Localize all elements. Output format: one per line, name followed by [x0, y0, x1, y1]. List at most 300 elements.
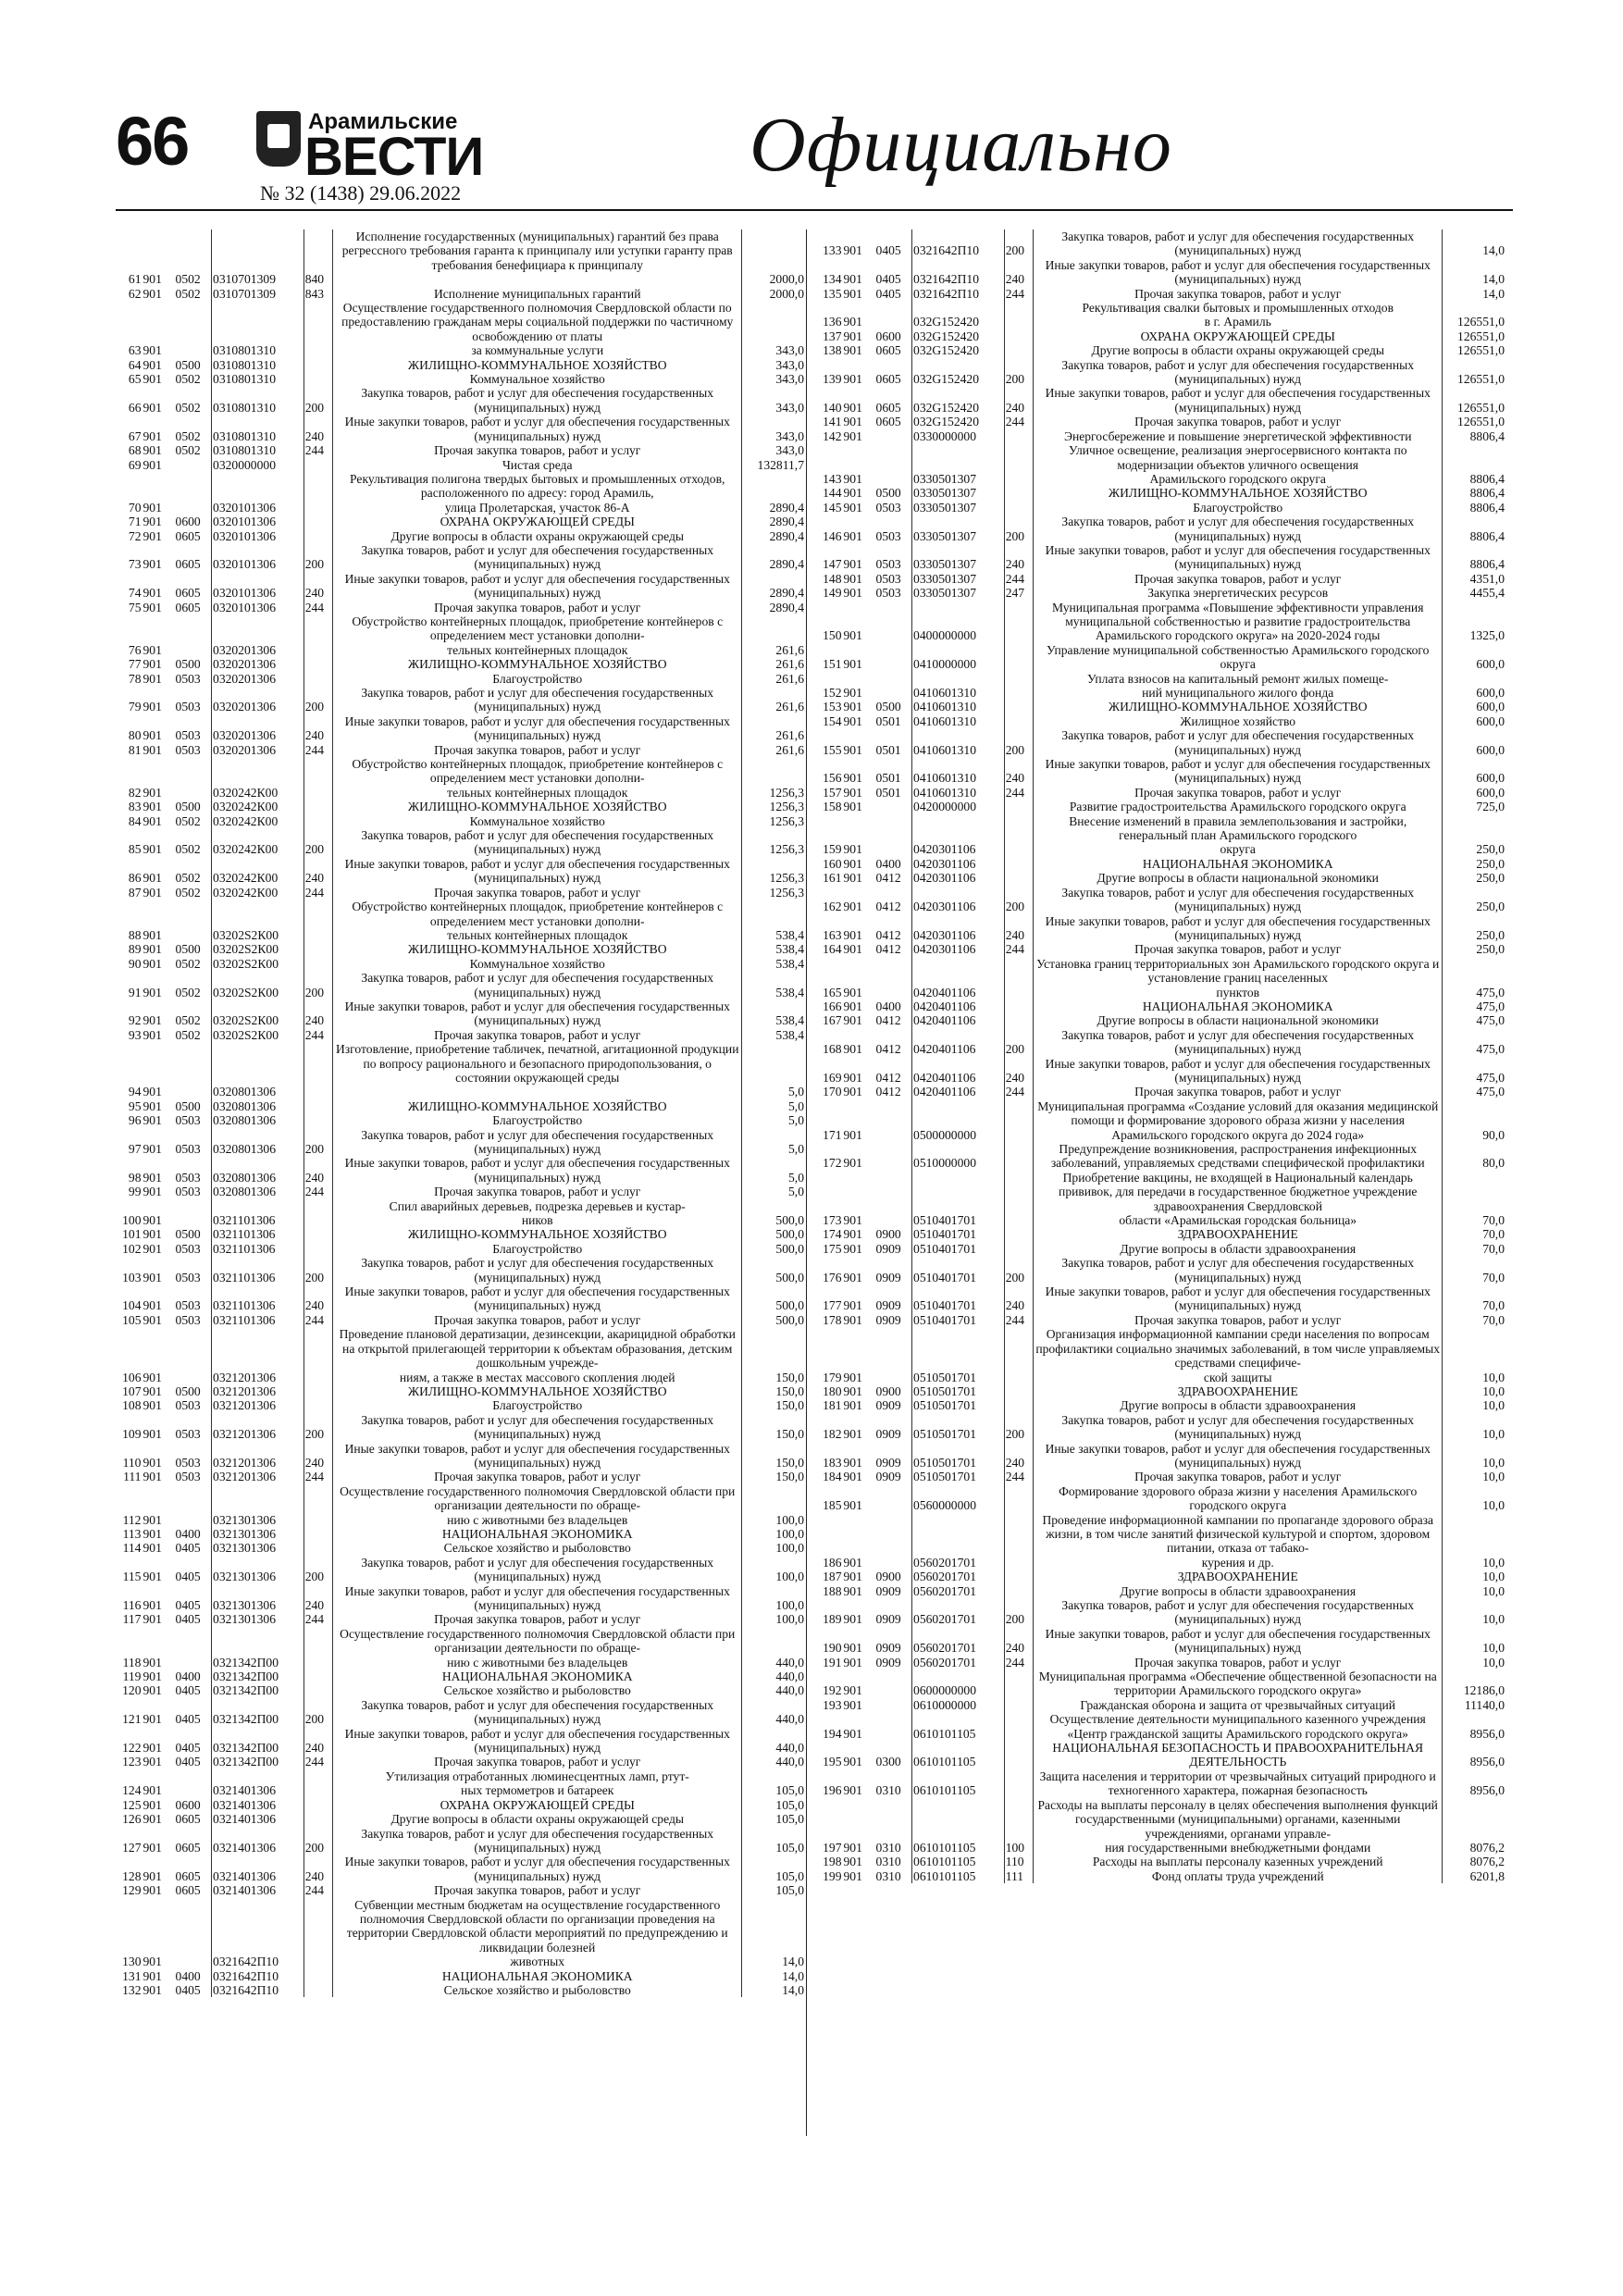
- cell-t: Другие вопросы в области охраны окружающей среды: [333, 1812, 742, 1826]
- cell-d: [304, 372, 333, 386]
- cell-a: 901: [142, 1955, 162, 1969]
- cell-n: 160: [823, 856, 842, 871]
- cell-t: Проведение информационной кампании по пропаганде здорового образа жизни, в том числе занятий физической культурой и спортом, здоровом питании, отказа от табако-: [1034, 1513, 1443, 1556]
- cell-n: [116, 757, 142, 786]
- cell-a: 901: [843, 1427, 862, 1442]
- cell-b: 0412: [875, 942, 901, 957]
- cell-c: 0321342П00: [212, 1669, 304, 1683]
- cell-n: 126: [122, 1812, 142, 1827]
- cell-a: 901: [843, 999, 862, 1013]
- cell-c: 0321201306: [212, 1442, 304, 1471]
- cell-b: 0503: [175, 1312, 201, 1327]
- cell-c: 0321201306: [212, 1398, 304, 1412]
- cell-n: 92: [128, 1013, 142, 1028]
- cell-a: 901: [843, 1398, 862, 1413]
- cell-n: 165: [823, 985, 842, 999]
- cell-v: 105,0: [741, 1883, 805, 1897]
- cell-d: 240: [304, 415, 333, 443]
- cell-v: 600,0: [1442, 714, 1505, 728]
- cell-t: Закупка товаров, работ и услуг для обеспечения государственных (муниципальных) нужд: [1034, 1598, 1443, 1627]
- cell-v: 80,0: [1442, 1142, 1505, 1171]
- cell-c: [912, 1798, 1005, 1841]
- cell-n: 157: [823, 785, 842, 800]
- cell-t: Осуществление государственного полномочия Свердловской области по предоставлению гражданам меры социальной поддержки по частичному освобождению от платы: [333, 301, 742, 343]
- cell-d: [1004, 315, 1034, 329]
- cell-v: [741, 230, 805, 272]
- cell-d: 240: [304, 1855, 333, 1883]
- cell-v: 500,0: [741, 1256, 805, 1285]
- cell-d: 240: [1004, 757, 1034, 786]
- cell-d: [1004, 672, 1034, 686]
- cell-n: 74: [128, 586, 142, 601]
- cell-c: [212, 1042, 304, 1085]
- cell-b: [175, 1783, 212, 1797]
- cell-n: 122: [122, 1741, 142, 1756]
- cell-a: 901: [142, 1526, 162, 1541]
- cell-t: Арамильского городского округа: [1034, 472, 1443, 486]
- table-row: [116, 1769, 805, 1783]
- cell-d: [304, 1085, 333, 1098]
- cell-t: Прочая закупка товаров, работ и услуг: [1034, 1313, 1443, 1327]
- cell-c: 0321301306: [212, 1541, 304, 1555]
- cell-t: Прочая закупка товаров, работ и услуг: [1034, 1470, 1443, 1483]
- cell-n: 83: [128, 800, 142, 814]
- cell-t: Другие вопросы в области охраны окружающей среды: [1034, 343, 1443, 357]
- cell-b: [175, 472, 212, 501]
- right-column: [816, 230, 1505, 2141]
- cell-t: Прочая закупка товаров, работ и услуг: [333, 1313, 742, 1327]
- cell-d: 247: [1004, 586, 1034, 600]
- cell-b: 0503: [875, 528, 901, 543]
- cell-c: 0321401306: [212, 1812, 304, 1826]
- cell-d: [304, 1199, 333, 1213]
- cell-b: 0900: [875, 1384, 901, 1398]
- cell-n: 106: [122, 1370, 142, 1384]
- cell-t: Иные закупки товаров, работ и услуг для обеспечения государственных (муниципальных) нужд: [333, 714, 742, 743]
- cell-b: 0909: [875, 1241, 901, 1256]
- cell-n: 99: [128, 1185, 142, 1199]
- cell-v: 440,0: [741, 1755, 805, 1769]
- cell-v: 500,0: [741, 1242, 805, 1256]
- cell-d: [1004, 643, 1034, 672]
- cell-c: 0330501307: [912, 501, 1005, 515]
- cell-b: 0600: [175, 1797, 201, 1812]
- cell-b: [175, 1371, 212, 1384]
- cell-n: 68: [128, 443, 142, 458]
- cell-n: 159: [823, 842, 842, 857]
- cell-t: Прочая закупка товаров, работ и услуг: [333, 1470, 742, 1483]
- cell-d: [304, 786, 333, 800]
- budget-table-right: [816, 230, 1505, 1883]
- cell-v: 600,0: [1442, 643, 1505, 672]
- cell-n: [116, 1042, 142, 1085]
- table-row: [816, 329, 1505, 343]
- cell-v: [741, 757, 805, 786]
- cell-d: 240: [1004, 914, 1034, 943]
- cell-b: 0400: [175, 1526, 201, 1541]
- cell-t: Закупка товаров, работ и услуг для обеспечения государственных (муниципальных) нужд: [333, 686, 742, 714]
- cell-d: 244: [1004, 942, 1034, 956]
- cell-b: 0503: [175, 1142, 201, 1156]
- cell-t: Прочая закупка товаров, работ и услуг: [333, 886, 742, 900]
- cell-v: 12186,0: [1442, 1669, 1505, 1698]
- cell-t: ОХРАНА ОКРУЖАЮЩЕЙ СРЕДЫ: [333, 1798, 742, 1812]
- cell-b: [175, 928, 212, 942]
- cell-c: 032G152420: [912, 358, 1005, 387]
- cell-v: 126551,0: [1442, 329, 1505, 343]
- cell-d: [304, 900, 333, 928]
- cell-t: Осуществление государственного полномочия Свердловской области при организации деятельности по обраще-: [333, 1484, 742, 1513]
- cell-b: 0405: [875, 286, 901, 301]
- cell-c: 0610000000: [912, 1698, 1005, 1712]
- cell-n: [816, 957, 842, 986]
- cell-c: 0321342П00: [212, 1683, 304, 1697]
- cell-v: 440,0: [741, 1727, 805, 1756]
- cell-c: 0330501307: [912, 515, 1005, 543]
- cell-c: 0320801306: [212, 1085, 304, 1098]
- cell-t: Благоустройство: [333, 1113, 742, 1127]
- cell-t: НАЦИОНАЛЬНАЯ ЭКОНОМИКА: [333, 1969, 742, 1983]
- cell-d: [304, 1384, 333, 1398]
- cell-a: 901: [843, 1555, 862, 1570]
- cell-a: 901: [142, 1113, 162, 1128]
- cell-t: Иные закупки товаров, работ и услуг для обеспечения государственных (муниципальных) нужд: [1034, 1057, 1443, 1086]
- cell-a: 901: [142, 671, 162, 686]
- cell-a: 901: [142, 942, 162, 957]
- cell-v: 150,0: [741, 1371, 805, 1384]
- cell-d: [304, 672, 333, 686]
- cell-v: 2890,4: [741, 543, 805, 572]
- cell-d: 200: [304, 686, 333, 714]
- cell-d: [304, 230, 333, 272]
- table-row: [816, 230, 1505, 258]
- cell-v: 10,0: [1442, 1442, 1505, 1471]
- cell-v: 10,0: [1442, 1570, 1505, 1583]
- logo-top-text: Арамильские: [308, 109, 458, 134]
- cell-d: 244: [304, 886, 333, 900]
- cell-t: Иные закупки товаров, работ и услуг для обеспечения государственных (муниципальных) нужд: [333, 1285, 742, 1313]
- cell-t: ния государственными внебюджетными фондами: [1034, 1841, 1443, 1855]
- cell-a: 901: [142, 1783, 162, 1798]
- cell-t: области «Арамильская городская больница»: [1034, 1213, 1443, 1227]
- cell-b: [175, 786, 212, 800]
- cell-t: Прочая закупка товаров, работ и услуг: [1034, 572, 1443, 586]
- cell-c: 0320201306: [212, 686, 304, 714]
- crest-icon: [256, 111, 301, 167]
- cell-a: 901: [142, 1098, 162, 1113]
- cell-v: 1256,3: [741, 800, 805, 813]
- cell-b: 0503: [175, 1470, 201, 1484]
- cell-n: 116: [122, 1598, 142, 1612]
- table-row: [116, 1470, 805, 1483]
- cell-c: 0560201701: [912, 1627, 1005, 1656]
- cell-a: 901: [142, 1455, 162, 1470]
- table-row: [816, 1013, 1505, 1027]
- cell-b: 0500: [175, 942, 201, 957]
- cell-a: 901: [142, 1598, 162, 1612]
- cell-t: курения и др.: [1034, 1556, 1443, 1570]
- table-row: [816, 543, 1505, 572]
- table-row: [116, 1798, 805, 1812]
- cell-c: 0420401106: [912, 1057, 1005, 1086]
- cell-c: [912, 1327, 1005, 1370]
- cell-d: [1004, 486, 1034, 500]
- cell-n: [116, 1327, 142, 1370]
- cell-v: 126551,0: [1442, 358, 1505, 387]
- cell-a: 901: [142, 1868, 162, 1883]
- cell-n: 84: [128, 813, 142, 828]
- cell-v: 8806,4: [1442, 429, 1505, 443]
- cell-a: [842, 672, 874, 686]
- cell-t: тельных контейнерных площадок: [333, 786, 742, 800]
- cell-b: 0502: [175, 1013, 201, 1028]
- cell-n: 80: [128, 728, 142, 743]
- cell-n: 78: [128, 671, 142, 686]
- header-rule: [116, 209, 1513, 211]
- cell-a: 901: [843, 1156, 862, 1171]
- cell-a: 901: [843, 785, 862, 800]
- cell-v: 105,0: [741, 1812, 805, 1826]
- table-row: [816, 1556, 1505, 1570]
- cell-b: 0400: [175, 1968, 201, 1983]
- cell-d: [304, 1513, 333, 1527]
- cell-c: [912, 443, 1005, 472]
- cell-n: 127: [122, 1840, 142, 1855]
- cell-c: [212, 900, 304, 928]
- cell-c: 03202S2К00: [212, 1028, 304, 1042]
- cell-c: [212, 1484, 304, 1513]
- cell-a: 901: [142, 1270, 162, 1285]
- cell-d: [1004, 1398, 1034, 1412]
- cell-d: [304, 458, 333, 472]
- cell-c: 0330501307: [912, 543, 1005, 572]
- cell-c: 0321342П00: [212, 1698, 304, 1727]
- cell-t: Благоустройство: [333, 1242, 742, 1256]
- cell-d: 240: [1004, 1627, 1034, 1656]
- cell-a: 901: [843, 1755, 862, 1769]
- cell-d: 200: [1004, 1413, 1034, 1442]
- table-row: [816, 1598, 1505, 1627]
- cell-a: 901: [843, 415, 862, 429]
- table-row: [116, 1955, 805, 1968]
- budget-table-left: [116, 230, 805, 1997]
- table-row: [116, 1855, 805, 1883]
- cell-v: 100,0: [741, 1527, 805, 1541]
- cell-d: [304, 1541, 333, 1555]
- cell-v: [741, 301, 805, 343]
- cell-v: 70,0: [1442, 1313, 1505, 1327]
- cell-d: [1004, 999, 1034, 1013]
- cell-b: 0909: [875, 1398, 901, 1413]
- cell-d: [1004, 329, 1034, 343]
- cell-c: 03202S2К00: [212, 957, 304, 971]
- cell-b: 0909: [875, 1427, 901, 1442]
- cell-v: 475,0: [1442, 1028, 1505, 1057]
- cell-v: [1442, 1513, 1505, 1556]
- cell-d: [304, 1683, 333, 1697]
- cell-t: Прочая закупка товаров, работ и услуг: [1034, 287, 1443, 301]
- table-row: [816, 643, 1505, 672]
- table-row: [116, 614, 805, 643]
- cell-b: [875, 1171, 912, 1213]
- cell-b: 0605: [175, 586, 201, 601]
- table-row: [816, 501, 1505, 515]
- cell-v: 2890,4: [741, 529, 805, 543]
- table-row: [116, 529, 805, 543]
- cell-b: 0405: [175, 1755, 201, 1769]
- cell-v: 11140,0: [1442, 1698, 1505, 1712]
- cell-b: 0605: [175, 1812, 201, 1827]
- cell-b: 0605: [875, 400, 901, 415]
- table-row: [116, 1099, 805, 1113]
- cell-n: 198: [823, 1855, 842, 1869]
- cell-t: Иные закупки товаров, работ и услуг для обеспечения государственных (муниципальных) нужд: [1034, 1627, 1443, 1656]
- cell-v: 440,0: [741, 1669, 805, 1683]
- cell-d: 111: [1004, 1869, 1034, 1883]
- cell-c: 0310801310: [212, 415, 304, 443]
- cell-d: [304, 1769, 333, 1783]
- logo-title: ВЕСТИ: [304, 127, 484, 187]
- cell-b: 0909: [875, 1583, 901, 1598]
- cell-b: 0502: [175, 813, 201, 828]
- cell-c: 0321342П00: [212, 1755, 304, 1769]
- table-row: [816, 986, 1505, 999]
- cell-n: 101: [122, 1227, 142, 1242]
- cell-b: 0605: [175, 1868, 201, 1883]
- table-row: [116, 1898, 805, 1955]
- cell-n: [116, 1484, 142, 1513]
- cell-d: 244: [304, 1883, 333, 1897]
- table-row: [816, 443, 1505, 472]
- cell-b: 0605: [175, 528, 201, 543]
- cell-t: Обустройство контейнерных площадок, приобретение контейнеров с определением мест установки дополни-: [333, 757, 742, 786]
- cell-b: [875, 601, 912, 643]
- cell-t: Муниципальная программа «Повышение эффективности управления муниципальной собственностью и развитие градостроительства Арамильского городского округа» на 2020-2024 годы: [1034, 601, 1443, 643]
- cell-t: ЖИЛИЩНО-КОММУНАЛЬНОЕ ХОЗЯЙСТВО: [333, 800, 742, 813]
- table-row: [816, 1099, 1505, 1142]
- cell-b: 0500: [175, 800, 201, 814]
- cell-d: 240: [1004, 1057, 1034, 1086]
- cell-t: Муниципальная программа «Создание условий для оказания медицинской помощи и формирование здорового образа жизни у населения Арамильского городского округа до 2024 года»: [1034, 1099, 1443, 1142]
- cell-a: [842, 1513, 874, 1556]
- cell-n: 171: [823, 1127, 842, 1142]
- cell-b: 0500: [175, 1384, 201, 1398]
- cell-b: 0405: [175, 1982, 201, 1997]
- cell-d: [304, 1898, 333, 1955]
- cell-t: Иные закупки товаров, работ и услуг для обеспечения государственных (муниципальных) нужд: [1034, 543, 1443, 572]
- cell-a: 901: [142, 357, 162, 372]
- cell-d: [304, 1798, 333, 1812]
- cell-v: 538,4: [741, 957, 805, 971]
- cell-d: [1004, 1798, 1034, 1841]
- cell-d: [304, 800, 333, 813]
- cell-c: 0500000000: [912, 1099, 1005, 1142]
- cell-n: 143: [823, 471, 842, 486]
- cell-a: 901: [843, 1070, 862, 1085]
- cell-a: 901: [142, 1512, 162, 1527]
- cell-v: 538,4: [741, 999, 805, 1028]
- table-row: [116, 786, 805, 800]
- cell-b: 0502: [175, 871, 201, 886]
- cell-d: [304, 1669, 333, 1683]
- cell-a: 901: [843, 1855, 862, 1869]
- cell-v: [741, 1199, 805, 1213]
- cell-v: 8956,0: [1442, 1769, 1505, 1798]
- cell-t: Управление муниципальной собственностью Арамильского городского округа: [1034, 643, 1443, 672]
- cell-n: 162: [823, 900, 842, 914]
- cell-b: 0405: [175, 1598, 201, 1612]
- cell-t: Иные закупки товаров, работ и услуг для обеспечения государственных (муниципальных) нужд: [333, 1584, 742, 1613]
- cell-t: пунктов: [1034, 986, 1443, 999]
- cell-a: 901: [142, 1541, 162, 1556]
- cell-v: 343,0: [741, 372, 805, 386]
- cell-a: [842, 1798, 874, 1841]
- cell-t: Закупка товаров, работ и услуг для обеспечения государственных (муниципальных) нужд: [1034, 358, 1443, 387]
- cell-n: [116, 301, 142, 343]
- cell-a: 901: [142, 642, 162, 657]
- cell-t: Сельское хозяйство и рыболовство: [333, 1983, 742, 1997]
- cell-b: [875, 429, 912, 443]
- table-row: [816, 1142, 1505, 1171]
- cell-a: 901: [142, 1968, 162, 1983]
- cell-b: 0503: [175, 1113, 201, 1128]
- cell-a: 901: [843, 1612, 862, 1627]
- cell-t: ЖИЛИЩНО-КОММУНАЛЬНОЕ ХОЗЯЙСТВО: [1034, 700, 1443, 714]
- cell-n: 148: [823, 571, 842, 586]
- table-row: [116, 672, 805, 686]
- cell-t: Закупка товаров, работ и услуг для обеспечения государственных (муниципальных) нужд: [333, 1698, 742, 1727]
- cell-v: 1325,0: [1442, 601, 1505, 643]
- cell-c: 0320101306: [212, 529, 304, 543]
- cell-b: 0405: [175, 1683, 201, 1698]
- cell-b: 0500: [175, 657, 201, 672]
- cell-c: 032G152420: [912, 343, 1005, 357]
- cell-a: 901: [843, 1783, 862, 1798]
- cell-b: [875, 301, 912, 315]
- cell-n: [116, 230, 142, 272]
- cell-v: 261,6: [741, 714, 805, 743]
- cell-t: Закупка товаров, работ и услуг для обеспечения государственных (муниципальных) нужд: [333, 1256, 742, 1285]
- table-row: [116, 1698, 805, 1727]
- cell-t: Расходы на выплаты персоналу в целях обеспечения выполнения функций государственными (муниципальными) органами, казенными учреждениями, органами управле-: [1034, 1798, 1443, 1841]
- cell-b: 0501: [875, 742, 901, 757]
- cell-a: 901: [843, 343, 862, 358]
- cell-d: 200: [1004, 358, 1034, 387]
- cell-c: 0510401701: [912, 1227, 1005, 1241]
- cell-a: 901: [142, 1370, 162, 1384]
- table-row: [816, 1627, 1505, 1656]
- cell-b: 0503: [175, 1270, 201, 1285]
- cell-c: 0320101306: [212, 601, 304, 614]
- cell-t: ЖИЛИЩНО-КОММУНАЛЬНОЕ ХОЗЯЙСТВО: [333, 1227, 742, 1241]
- cell-b: [875, 643, 912, 672]
- cell-c: 0420301106: [912, 842, 1005, 856]
- cell-b: [875, 842, 912, 856]
- table-row: [116, 1085, 805, 1098]
- cell-c: 0321401306: [212, 1883, 304, 1897]
- cell-a: 901: [843, 1241, 862, 1256]
- cell-t: нию с животными без владельцев: [333, 1656, 742, 1669]
- cell-v: 5,0: [741, 1185, 805, 1198]
- cell-t: Прочая закупка товаров, работ и услуг: [333, 1028, 742, 1042]
- cell-t: Другие вопросы в области здравоохранения: [1034, 1398, 1443, 1412]
- cell-n: 117: [122, 1612, 142, 1627]
- cell-b: [175, 757, 212, 786]
- cell-n: 86: [128, 871, 142, 886]
- cell-v: 132811,7: [741, 458, 805, 472]
- table-row: [116, 942, 805, 956]
- cell-a: 901: [843, 1127, 862, 1142]
